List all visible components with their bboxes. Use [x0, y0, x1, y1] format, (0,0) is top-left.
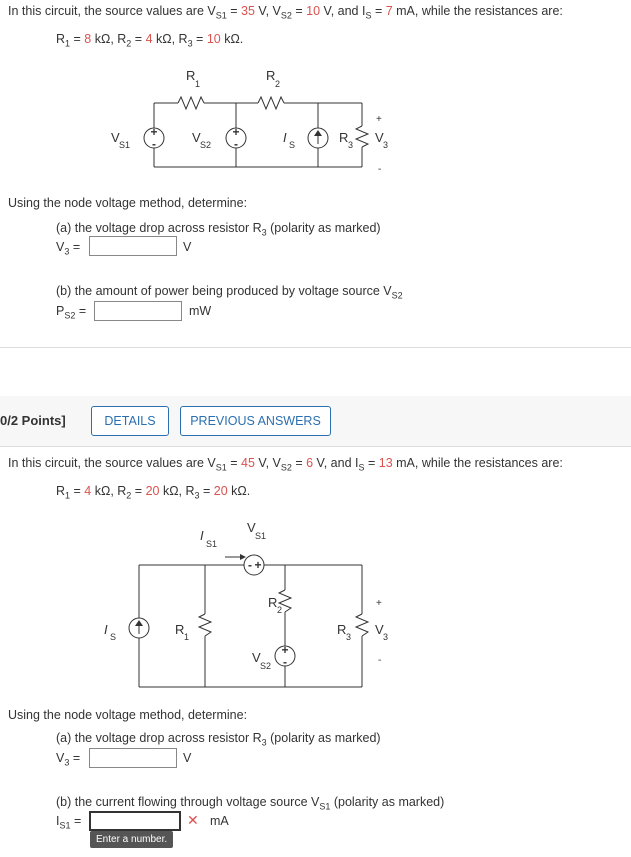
svg-text:I: I — [104, 622, 108, 637]
enter-number-tooltip: Enter a number. — [90, 831, 173, 848]
q1-v3-label: $V_3$ = — [56, 240, 81, 257]
svg-text:I: I — [200, 528, 204, 543]
q1-ps2-input[interactable] — [94, 301, 182, 321]
q1-resistances-line: $R_1 = 8$ kΩ, $R_2 = 4$ kΩ, $R_3 = 10$ kΩ. — [56, 32, 244, 49]
q2-resistances-line: $R_1 = 4$ kΩ, $R_2 = 20$ kΩ, $R_3 = 20$ kΩ. — [56, 484, 251, 501]
svg-text:+: + — [281, 643, 289, 657]
previous-answers-button[interactable]: PREVIOUS ANSWERS — [180, 406, 331, 436]
svg-text:R: R — [186, 68, 196, 83]
svg-text:-: - — [152, 137, 156, 151]
svg-text:3: 3 — [346, 632, 352, 642]
q2-v3-label: $V_3$ = — [56, 751, 81, 768]
svg-text:S: S — [289, 140, 296, 150]
q1-r1-symbol — [178, 97, 204, 109]
svg-text:V: V — [247, 520, 256, 535]
q2-intro-line: In this circuit, the source values are $V_{S1} = 45$ V, $V_{S2} = 6$ V, and $I_S = 13$ mA, while the resistances are: — [8, 456, 563, 473]
q2-part-b: (b) the current flowing through voltage source $V_{S1}$ (polarity as marked) — [56, 795, 445, 812]
q1-v3-input[interactable] — [89, 236, 177, 256]
q2-part-a: (a) the voltage drop across resistor $R_3$ (polarity as marked) — [56, 731, 381, 748]
error-x-icon: ✕ — [187, 812, 199, 828]
q1-v3-unit: V — [183, 240, 192, 254]
svg-text:R: R — [337, 622, 347, 637]
q1-part-a: (a) the voltage drop across resistor $R_3$ (polarity as marked) — [56, 221, 381, 238]
svg-text:V: V — [111, 130, 120, 145]
svg-text:1: 1 — [195, 79, 201, 89]
q1-intro-line: In this circuit, the source values are $V_{S1} = 35$ V, $V_{S2} = 10$ V, and $I_S = 7$ mA, while the resistances are: — [8, 4, 563, 21]
details-button[interactable]: DETAILS — [91, 406, 169, 436]
svg-text:1: 1 — [184, 632, 190, 642]
svg-text:+: + — [254, 558, 262, 572]
q1-method-text: Using the node voltage method, determine: — [8, 196, 248, 210]
svg-text:+: + — [376, 598, 382, 609]
svg-text:V: V — [375, 130, 384, 145]
svg-text:V: V — [375, 622, 384, 637]
svg-text:R: R — [268, 595, 278, 610]
q2-v3-input[interactable] — [89, 748, 177, 768]
q2-r3-symbol — [356, 614, 368, 636]
svg-text:-: - — [248, 558, 252, 572]
svg-text:V: V — [192, 130, 201, 145]
svg-text:R: R — [266, 68, 276, 83]
svg-text:2: 2 — [275, 79, 281, 89]
svg-text:V: V — [252, 650, 261, 665]
divider — [0, 446, 631, 447]
svg-text:S1: S1 — [206, 539, 218, 549]
svg-text:R: R — [175, 622, 185, 637]
q1-ps2-unit: mW — [189, 304, 212, 318]
svg-text:3: 3 — [383, 140, 389, 150]
q2-is1-unit: mA — [210, 814, 229, 828]
svg-text:+: + — [150, 125, 158, 139]
divider — [0, 347, 631, 348]
q1-r2-symbol — [258, 97, 284, 109]
svg-text:-: - — [378, 164, 382, 175]
q2-method-text: Using the node voltage method, determine: — [8, 708, 248, 722]
svg-text:2: 2 — [277, 605, 283, 615]
svg-text:S2: S2 — [260, 661, 272, 671]
q2-circuit-diagram — [0, 510, 631, 700]
q1-r3-symbol — [356, 126, 368, 147]
q2-v3-unit: V — [183, 751, 192, 765]
svg-text:3: 3 — [348, 140, 354, 150]
q2-points-label: 0/2 Points] — [0, 413, 66, 428]
svg-text:S2: S2 — [200, 140, 212, 150]
q2-r1-symbol — [199, 614, 211, 636]
svg-text:-: - — [283, 655, 287, 669]
q2-is1-label: $I_{S1}$ = — [56, 814, 82, 831]
q1-part-b: (b) the amount of power being produced by voltage source $V_{S2}$ — [56, 284, 403, 301]
svg-text:S1: S1 — [255, 531, 267, 541]
svg-text:3: 3 — [383, 632, 389, 642]
q1-ps2-label: $P_{S2}$ = — [56, 304, 87, 321]
q2-is1-input[interactable] — [89, 811, 181, 831]
svg-text:+: + — [376, 114, 382, 125]
svg-text:S1: S1 — [119, 140, 131, 150]
svg-text:+: + — [232, 125, 240, 139]
svg-text:S: S — [110, 632, 117, 642]
svg-text:-: - — [234, 137, 238, 151]
svg-text:-: - — [378, 655, 382, 666]
svg-text:I: I — [283, 130, 287, 145]
q1-circuit-diagram — [0, 60, 631, 190]
svg-text:R: R — [339, 130, 349, 145]
